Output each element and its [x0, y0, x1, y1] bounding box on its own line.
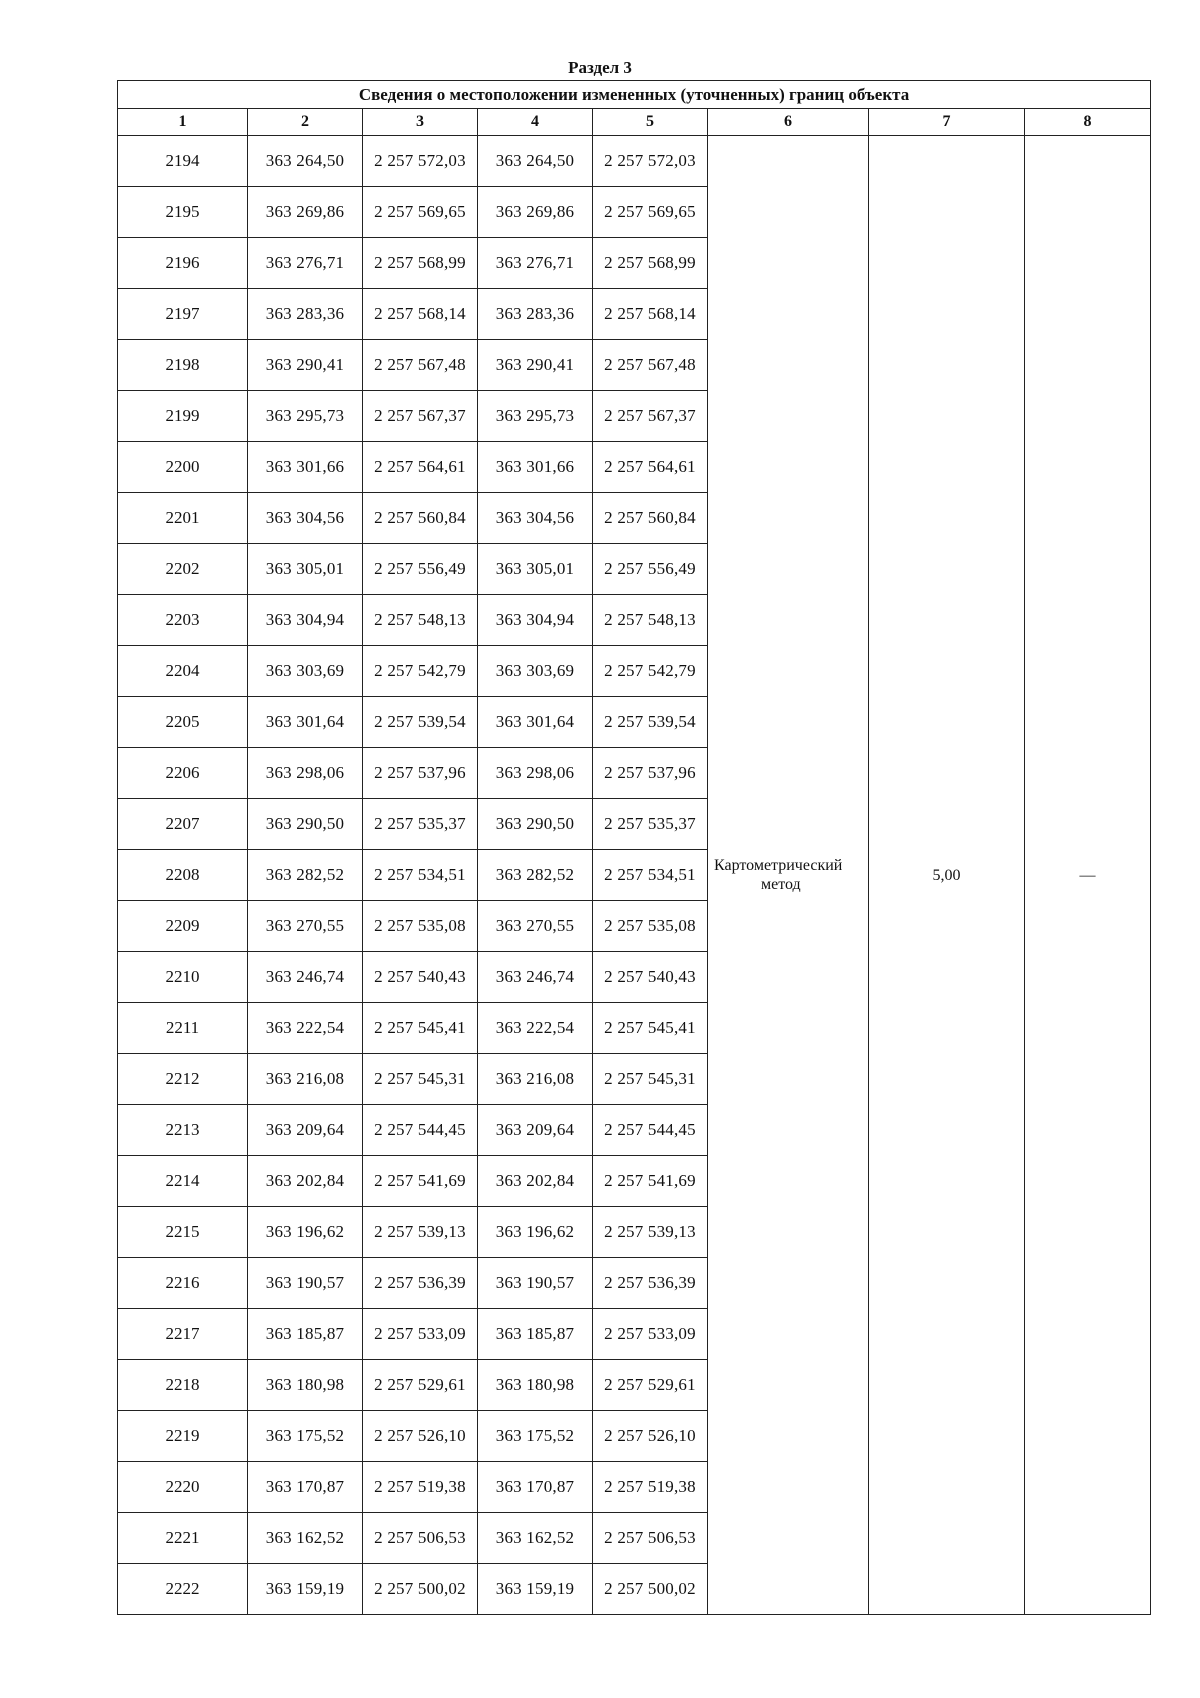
coordinate-y-cell: 2 257 540,43: [593, 952, 708, 1003]
coordinate-y-cell: 2 257 556,49: [593, 544, 708, 595]
point-number-cell: 2215: [118, 1207, 248, 1258]
coordinate-y-cell: 2 257 535,37: [363, 799, 478, 850]
point-number-cell: 2208: [118, 850, 248, 901]
coordinate-x-cell: 363 162,52: [248, 1513, 363, 1564]
coordinate-y-cell: 2 257 526,10: [363, 1411, 478, 1462]
coordinate-x-cell: 363 209,64: [478, 1105, 593, 1156]
coordinate-y-cell: 2 257 541,69: [363, 1156, 478, 1207]
coordinate-y-cell: 2 257 544,45: [593, 1105, 708, 1156]
point-number-cell: 2221: [118, 1513, 248, 1564]
coordinate-y-cell: 2 257 556,49: [363, 544, 478, 595]
coordinate-x-cell: 363 222,54: [478, 1003, 593, 1054]
coordinate-y-cell: 2 257 536,39: [363, 1258, 478, 1309]
coordinate-x-cell: 363 162,52: [478, 1513, 593, 1564]
point-number-cell: 2199: [118, 391, 248, 442]
coordinate-x-cell: 363 222,54: [248, 1003, 363, 1054]
coordinate-y-cell: 2 257 548,13: [363, 595, 478, 646]
coordinate-y-cell: 2 257 544,45: [363, 1105, 478, 1156]
coordinate-y-cell: 2 257 539,54: [363, 697, 478, 748]
coordinate-y-cell: 2 257 564,61: [363, 442, 478, 493]
point-number-cell: 2205: [118, 697, 248, 748]
coordinate-y-cell: 2 257 542,79: [593, 646, 708, 697]
coordinate-y-cell: 2 257 572,03: [363, 136, 478, 187]
coordinate-y-cell: 2 257 560,84: [593, 493, 708, 544]
coordinate-y-cell: 2 257 534,51: [363, 850, 478, 901]
coordinate-x-cell: 363 270,55: [478, 901, 593, 952]
point-number-cell: 2222: [118, 1564, 248, 1615]
coordinate-x-cell: 363 246,74: [248, 952, 363, 1003]
column-number: 4: [478, 109, 593, 136]
coordinate-x-cell: 363 175,52: [248, 1411, 363, 1462]
column-number: 1: [118, 109, 248, 136]
coordinate-x-cell: 363 305,01: [478, 544, 593, 595]
coordinate-x-cell: 363 216,08: [478, 1054, 593, 1105]
coordinate-y-cell: 2 257 506,53: [593, 1513, 708, 1564]
table-caption-row: [118, 81, 1151, 109]
column-number: 5: [593, 109, 708, 136]
coordinate-x-cell: 363 209,64: [248, 1105, 363, 1156]
boundary-coordinates-table: [117, 80, 1151, 1615]
point-number-cell: 2198: [118, 340, 248, 391]
point-number-cell: 2194: [118, 136, 248, 187]
coordinate-y-cell: 2 257 535,08: [593, 901, 708, 952]
point-number-cell: 2218: [118, 1360, 248, 1411]
coordinate-y-cell: 2 257 567,48: [593, 340, 708, 391]
coordinate-x-cell: 363 304,56: [248, 493, 363, 544]
coordinate-x-cell: 363 202,84: [248, 1156, 363, 1207]
coordinate-x-cell: 363 295,73: [248, 391, 363, 442]
coordinate-y-cell: 2 257 564,61: [593, 442, 708, 493]
coordinate-x-cell: 363 283,36: [248, 289, 363, 340]
column-number-row: [118, 109, 1151, 136]
coordinate-y-cell: 2 257 535,37: [593, 799, 708, 850]
coordinate-x-cell: 363 202,84: [478, 1156, 593, 1207]
coordinate-y-cell: 2 257 545,31: [363, 1054, 478, 1105]
point-number-cell: 2195: [118, 187, 248, 238]
coordinate-y-cell: 2 257 526,10: [593, 1411, 708, 1462]
point-number-cell: 2201: [118, 493, 248, 544]
coordinate-y-cell: 2 257 539,13: [363, 1207, 478, 1258]
coordinate-x-cell: 363 301,64: [478, 697, 593, 748]
coordinate-x-cell: 363 269,86: [478, 187, 593, 238]
coordinate-x-cell: 363 283,36: [478, 289, 593, 340]
coordinate-x-cell: 363 170,87: [478, 1462, 593, 1513]
coordinate-y-cell: 2 257 545,41: [593, 1003, 708, 1054]
coordinate-x-cell: 363 290,41: [478, 340, 593, 391]
coordinate-x-cell: 363 264,50: [478, 136, 593, 187]
coordinate-y-cell: 2 257 569,65: [363, 187, 478, 238]
point-number-cell: 2213: [118, 1105, 248, 1156]
coordinate-x-cell: 363 276,71: [478, 238, 593, 289]
coordinate-x-cell: 363 304,56: [478, 493, 593, 544]
coordinate-x-cell: 363 301,66: [478, 442, 593, 493]
coordinate-y-cell: 2 257 545,41: [363, 1003, 478, 1054]
table-row: [118, 136, 1151, 187]
point-number-cell: 2197: [118, 289, 248, 340]
point-number-cell: 2211: [118, 1003, 248, 1054]
coordinate-x-cell: 363 175,52: [478, 1411, 593, 1462]
coordinate-x-cell: 363 282,52: [478, 850, 593, 901]
coordinate-x-cell: 363 246,74: [478, 952, 593, 1003]
coordinate-y-cell: 2 257 506,53: [363, 1513, 478, 1564]
coordinate-y-cell: 2 257 545,31: [593, 1054, 708, 1105]
coordinate-x-cell: 363 170,87: [248, 1462, 363, 1513]
column-number: 7: [869, 109, 1025, 136]
point-number-cell: 2200: [118, 442, 248, 493]
method-line-2: метод: [761, 876, 801, 893]
coordinate-x-cell: 363 290,41: [248, 340, 363, 391]
point-number-cell: 2210: [118, 952, 248, 1003]
coordinate-y-cell: 2 257 567,37: [363, 391, 478, 442]
coordinate-y-cell: 2 257 568,99: [363, 238, 478, 289]
coordinate-y-cell: 2 257 533,09: [593, 1309, 708, 1360]
coordinate-x-cell: 363 196,62: [478, 1207, 593, 1258]
coordinate-y-cell: 2 257 572,03: [593, 136, 708, 187]
coordinate-y-cell: 2 257 537,96: [593, 748, 708, 799]
column-number: 2: [248, 109, 363, 136]
coordinate-y-cell: 2 257 568,14: [363, 289, 478, 340]
coordinate-x-cell: 363 269,86: [248, 187, 363, 238]
col8-cell: —: [1025, 136, 1151, 1615]
coordinate-x-cell: 363 290,50: [478, 799, 593, 850]
point-number-cell: 2202: [118, 544, 248, 595]
point-number-cell: 2212: [118, 1054, 248, 1105]
coordinate-x-cell: 363 159,19: [248, 1564, 363, 1615]
point-number-cell: 2207: [118, 799, 248, 850]
coordinate-y-cell: 2 257 536,39: [593, 1258, 708, 1309]
accuracy-cell: 5,00: [869, 136, 1025, 1615]
coordinate-x-cell: 363 298,06: [478, 748, 593, 799]
coordinate-y-cell: 2 257 567,37: [593, 391, 708, 442]
coordinate-x-cell: 363 216,08: [248, 1054, 363, 1105]
coordinate-y-cell: 2 257 519,38: [593, 1462, 708, 1513]
coordinate-x-cell: 363 298,06: [248, 748, 363, 799]
coordinate-y-cell: 2 257 568,14: [593, 289, 708, 340]
coordinate-y-cell: 2 257 529,61: [593, 1360, 708, 1411]
column-number: 6: [708, 109, 869, 136]
point-number-cell: 2216: [118, 1258, 248, 1309]
coordinate-x-cell: 363 190,57: [478, 1258, 593, 1309]
section-title: Раздел 3: [568, 58, 632, 77]
coordinate-y-cell: 2 257 519,38: [363, 1462, 478, 1513]
coordinate-x-cell: 363 301,66: [248, 442, 363, 493]
coordinate-y-cell: 2 257 500,02: [593, 1564, 708, 1615]
coordinate-y-cell: 2 257 533,09: [363, 1309, 478, 1360]
point-number-cell: 2220: [118, 1462, 248, 1513]
coordinate-y-cell: 2 257 537,96: [363, 748, 478, 799]
coordinate-x-cell: 363 180,98: [478, 1360, 593, 1411]
coordinate-x-cell: 363 304,94: [478, 595, 593, 646]
coordinate-y-cell: 2 257 529,61: [363, 1360, 478, 1411]
coordinate-x-cell: 363 185,87: [248, 1309, 363, 1360]
coordinate-y-cell: 2 257 567,48: [363, 340, 478, 391]
point-number-cell: 2214: [118, 1156, 248, 1207]
coordinate-x-cell: 363 196,62: [248, 1207, 363, 1258]
coordinate-x-cell: 363 301,64: [248, 697, 363, 748]
coordinate-x-cell: 363 190,57: [248, 1258, 363, 1309]
coordinate-y-cell: 2 257 539,13: [593, 1207, 708, 1258]
coordinate-y-cell: 2 257 569,65: [593, 187, 708, 238]
point-number-cell: 2204: [118, 646, 248, 697]
coordinate-y-cell: 2 257 535,08: [363, 901, 478, 952]
coordinate-x-cell: 363 303,69: [478, 646, 593, 697]
coordinate-x-cell: 363 303,69: [248, 646, 363, 697]
coordinate-y-cell: 2 257 539,54: [593, 697, 708, 748]
coordinate-x-cell: 363 282,52: [248, 850, 363, 901]
coordinate-y-cell: 2 257 534,51: [593, 850, 708, 901]
point-number-cell: 2219: [118, 1411, 248, 1462]
coordinate-y-cell: 2 257 540,43: [363, 952, 478, 1003]
point-number-cell: 2217: [118, 1309, 248, 1360]
column-number: 8: [1025, 109, 1151, 136]
point-number-cell: 2206: [118, 748, 248, 799]
point-number-cell: 2209: [118, 901, 248, 952]
coordinate-y-cell: 2 257 541,69: [593, 1156, 708, 1207]
coordinate-y-cell: 2 257 568,99: [593, 238, 708, 289]
coordinate-x-cell: 363 276,71: [248, 238, 363, 289]
point-number-cell: 2196: [118, 238, 248, 289]
coordinate-x-cell: 363 295,73: [478, 391, 593, 442]
table-caption: Сведения о местоположении измененных (уточненных) границ объекта: [118, 81, 1151, 109]
coordinate-x-cell: 363 159,19: [478, 1564, 593, 1615]
coordinate-y-cell: 2 257 548,13: [593, 595, 708, 646]
method-line-1: Картометрический: [714, 857, 843, 874]
coordinate-x-cell: 363 290,50: [248, 799, 363, 850]
coordinate-y-cell: 2 257 500,02: [363, 1564, 478, 1615]
coordinate-y-cell: 2 257 542,79: [363, 646, 478, 697]
method-cell: [708, 136, 869, 1615]
coordinate-x-cell: 363 304,94: [248, 595, 363, 646]
coordinate-x-cell: 363 180,98: [248, 1360, 363, 1411]
coordinate-x-cell: 363 305,01: [248, 544, 363, 595]
coordinate-x-cell: 363 270,55: [248, 901, 363, 952]
point-number-cell: 2203: [118, 595, 248, 646]
column-number: 3: [363, 109, 478, 136]
coordinate-x-cell: 363 264,50: [248, 136, 363, 187]
coordinate-y-cell: 2 257 560,84: [363, 493, 478, 544]
coordinate-x-cell: 363 185,87: [478, 1309, 593, 1360]
